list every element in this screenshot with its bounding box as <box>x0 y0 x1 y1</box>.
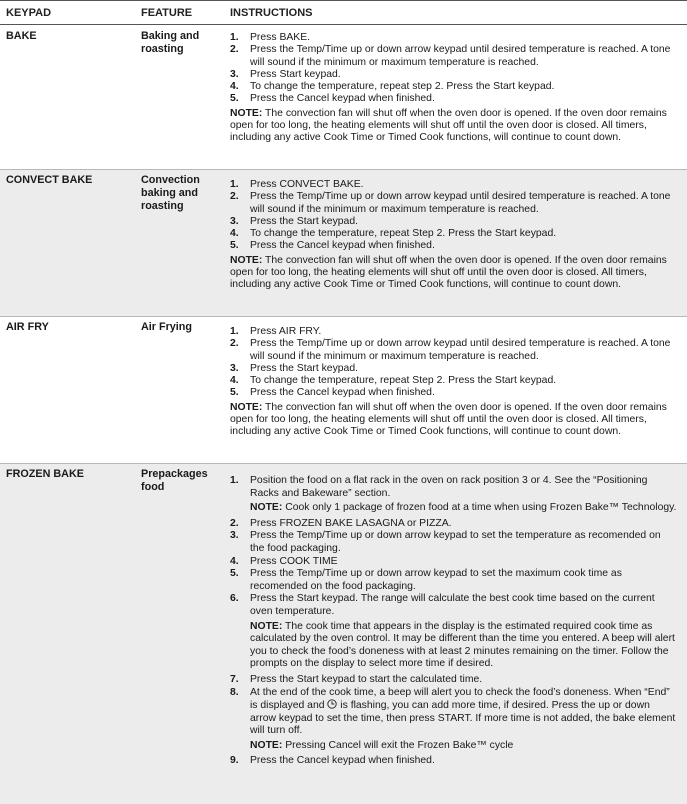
list-item: 7. Press the Start keypad to start the calculated time. <box>230 673 483 685</box>
instructions-cell <box>230 179 677 292</box>
list-item: 2. Press the Temp/Time up or down arrow keypad until desired temperature is reached. A tone will sound if the minimum or maximum temperature is reached. <box>230 338 671 362</box>
keypad-cell: BAKE <box>6 30 37 42</box>
keypad-cell: AIR FRY <box>6 321 49 333</box>
list-item: 2. Press the Temp/Time up or down arrow keypad until desired temperature is reached. A tone will sound if the minimum or maximum temperature is reached. <box>230 191 671 215</box>
list-item: 5. Press the Cancel keypad when finished. <box>230 387 435 399</box>
list-item: 2. Press FROZEN BAKE LASAGNA or PIZZA. <box>230 517 452 529</box>
list-item: 4. Press COOK TIME <box>230 555 338 567</box>
list-item: 1. Press AIR FRY. <box>230 326 322 337</box>
list-item: 3. Press the Temp/Time up or down arrow keypad to set the temperature as recomended on the food packaging. <box>230 530 661 554</box>
list-item: 1. Press BAKE. <box>230 32 311 43</box>
note: NOTE: The convection fan will shut off when the oven door is opened. If the oven door remains open for too long, the heating elements will shut off until the oven door is closed. All timers, including any active Cook Time or Timed Cook functions, will continue to count down. <box>230 254 667 291</box>
instructions-cell <box>230 326 677 439</box>
header-instructions: INSTRUCTIONS <box>230 7 313 19</box>
list-item: 1. Position the food on a flat rack in the oven on rack position 3 or 4. See the “Positioning Racks and Bakeware” section. <box>230 475 648 499</box>
table-row-convect-bake <box>0 170 687 317</box>
list-item: 5. Press the Temp/Time up or down arrow keypad to set the maximum cook time as recomended on the food packaging. <box>230 568 622 592</box>
note: NOTE: Cook only 1 package of frozen food at a time when using Frozen Bake™ Technology. <box>250 502 677 514</box>
list-item: 4. To change the temperature, repeat Step 2. Press the Start keypad. <box>230 228 557 240</box>
note: NOTE: The cook time that appears in the display is the estimated required cook time as calculated by the oven control. It may be different than the time you entered. A beep will alert you to check the food’s doneness with at least 2 minutes remaining on the timer. Follow the prompts on the display to select more time if desired. <box>250 620 675 670</box>
list-item: 8. At the end of the cook time, a beep will alert you to check the food’s doneness. When “End” is displayed and is flashing, you can add more time, if desired. Press the up or down arrow keypad to set the time, then press START. If more time is not added, the bake element will turn off. <box>230 686 676 737</box>
list-item: 3. Press Start keypad. <box>230 68 341 80</box>
table-row-bake <box>0 25 687 170</box>
list-item: 2. Press the Temp/Time up or down arrow keypad until desired temperature is reached. A tone will sound if the minimum or maximum temperature is reached. <box>230 44 671 68</box>
table-row-air-fry <box>0 317 687 464</box>
table-header <box>0 0 687 25</box>
feature-cell: Air Frying <box>141 321 192 333</box>
feature-cell: Convection baking and roasting <box>141 174 200 212</box>
note: NOTE: The convection fan will shut off when the oven door is opened. If the oven door remains open for too long, the heating elements will shut off until the oven door is closed. All timers, including any active Cook Time or Timed Cook functions, will continue to count down. <box>230 107 667 144</box>
list-item: 6. Press the Start keypad. The range will calculate the best cook time based on the current oven temperature. <box>230 593 655 617</box>
list-item: 1. Press CONVECT BAKE. <box>230 179 364 190</box>
keypad-cell: CONVECT BAKE <box>6 174 93 186</box>
note: NOTE: Pressing Cancel will exit the Frozen Bake™ cycle <box>250 739 514 751</box>
list-item: 9. Press the Cancel keypad when finished. <box>230 755 435 767</box>
table-row-frozen-bake <box>0 464 687 804</box>
feature-cell: Baking and roasting <box>141 30 200 55</box>
instructions-cell <box>230 475 677 768</box>
note: NOTE: The convection fan will shut off when the oven door is opened. If the oven door remains open for too long, the heating elements will shut off until the oven door is closed. All timers, including any active Cook Time or Timed Cook functions, will continue to count down. <box>230 401 667 438</box>
header-keypad: KEYPAD <box>6 7 52 19</box>
feature-cell: Prepackages food <box>141 468 208 493</box>
list-item: 4. To change the temperature, repeat step 2. Press the Start keypad. <box>230 81 555 93</box>
list-item: 5. Press the Cancel keypad when finished. <box>230 93 435 105</box>
list-item: 5. Press the Cancel keypad when finished. <box>230 240 435 252</box>
clock-icon <box>327 699 337 709</box>
list-item: 3. Press the Start keypad. <box>230 362 359 374</box>
header-feature: FEATURE <box>141 7 193 19</box>
keypad-cell: FROZEN BAKE <box>6 468 84 480</box>
list-item: 4. To change the temperature, repeat Step 2. Press the Start keypad. <box>230 375 557 387</box>
instructions-cell <box>230 32 677 145</box>
list-item: 3. Press the Start keypad. <box>230 215 359 227</box>
